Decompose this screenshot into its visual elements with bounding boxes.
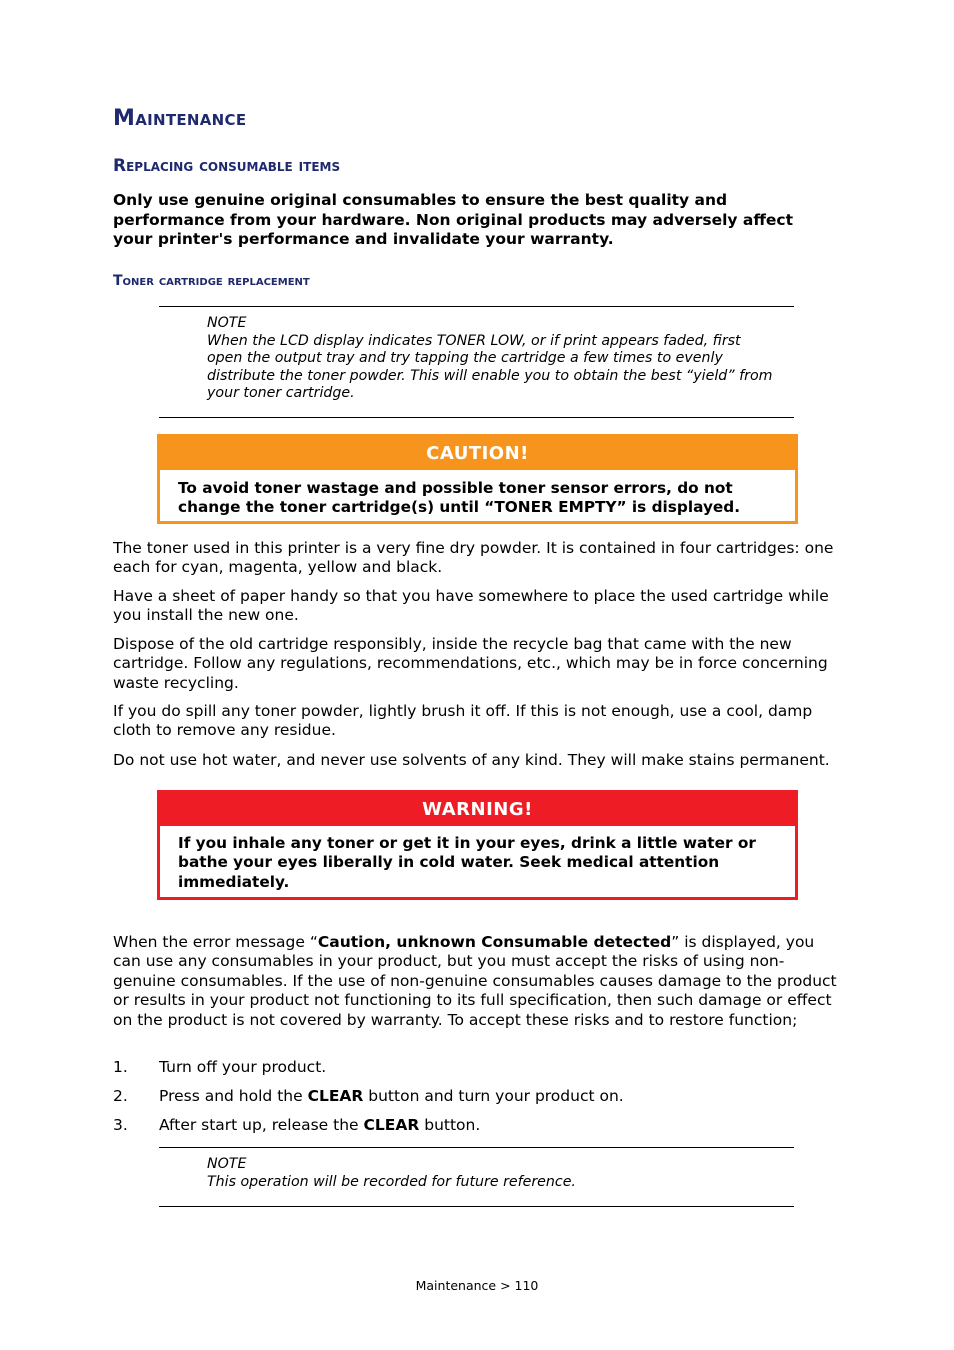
paragraph-sheet-of-paper: Have a sheet of paper handy so that you have somewhere to place the used cartridge while you install the new one.: [113, 587, 829, 625]
caution-box: [157, 434, 798, 524]
step-number: 3.: [113, 1116, 128, 1134]
subsection-heading: Toner cartridge replacement: [113, 273, 310, 289]
warning-title: WARNING!: [160, 793, 795, 826]
warning-text: If you inhale any toner or get it in your eyes, drink a little water or bathe your eyes liberally in cold water. Seek medical attention immediately.: [160, 826, 795, 892]
paragraph-spill: If you do spill any toner powder, lightly brush it off. If this is not enough, use a cool, damp cloth to remove any residue.: [113, 702, 813, 740]
paragraph-toner-powder: The toner used in this printer is a very fine dry powder. It is contained in four cartridges: one each for cyan, magenta, yellow and black.: [113, 539, 834, 577]
note-label: NOTE: [207, 1156, 247, 1172]
error-text-before: When the error message “: [113, 933, 318, 951]
page-footer: Maintenance > 110: [415, 1278, 539, 1293]
paragraph-hot-water: Do not use hot water, and never use solvents of any kind. They will make stains permanent.: [113, 751, 830, 769]
step-text-after: button.: [419, 1116, 481, 1134]
step-bold: CLEAR: [307, 1087, 364, 1105]
section-heading: Replacing consumable items: [113, 156, 341, 176]
paragraph-error-message: [113, 933, 843, 1030]
warning-box: [157, 790, 798, 900]
error-text-after: ” is displayed, you can use any consumables in your product, but you must accept the risks of using non-genuine consumables. If the use of non-genuine consumables causes damage to the product or results in your product not functioning to its full specification, then such damage or effect on the product is not covered by warranty. To accept these risks and to restore function;: [113, 933, 837, 1029]
step-number: 2.: [113, 1087, 128, 1105]
page-title: Maintenance: [113, 106, 247, 131]
step-text-after: button and turn your product on.: [363, 1087, 624, 1105]
caution-text: To avoid toner wastage and possible toner sensor errors, do not change the toner cartridge(s) until “TONER EMPTY” is displayed.: [160, 470, 795, 521]
error-message-bold: Caution, unknown Consumable detected: [317, 933, 672, 951]
step-bold: CLEAR: [363, 1116, 420, 1134]
step-text: Turn off your product.: [159, 1058, 327, 1076]
intro-text: Only use genuine original consumables to ensure the best quality and performance from your hardware. Non original products may adversely affect your printer's performance and invalidate your warranty.: [113, 191, 794, 248]
caution-title: CAUTION!: [160, 437, 795, 470]
step-item: [113, 1116, 480, 1135]
step-item: [113, 1087, 624, 1106]
note-text: This operation will be recorded for future reference.: [207, 1173, 576, 1190]
note-text: When the LCD display indicates TONER LOW, or if print appears faded, first open the output tray and try tapping the cartridge a few times to evenly distribute the toner powder. This will enable you to obtain the best “yield” from your toner cartridge.: [207, 332, 773, 401]
step-text: After start up, release the: [159, 1116, 364, 1134]
note-box: [159, 1147, 794, 1207]
step-item: [113, 1058, 326, 1077]
step-number: 1.: [113, 1058, 128, 1076]
step-text: Press and hold the: [159, 1087, 308, 1105]
note-label: NOTE: [207, 315, 247, 331]
paragraph-dispose: Dispose of the old cartridge responsibly, inside the recycle bag that came with the new cartridge. Follow any regulations, recommendations, etc., which may be in force concerning waste recycling.: [113, 635, 828, 692]
note-box: [159, 306, 794, 418]
